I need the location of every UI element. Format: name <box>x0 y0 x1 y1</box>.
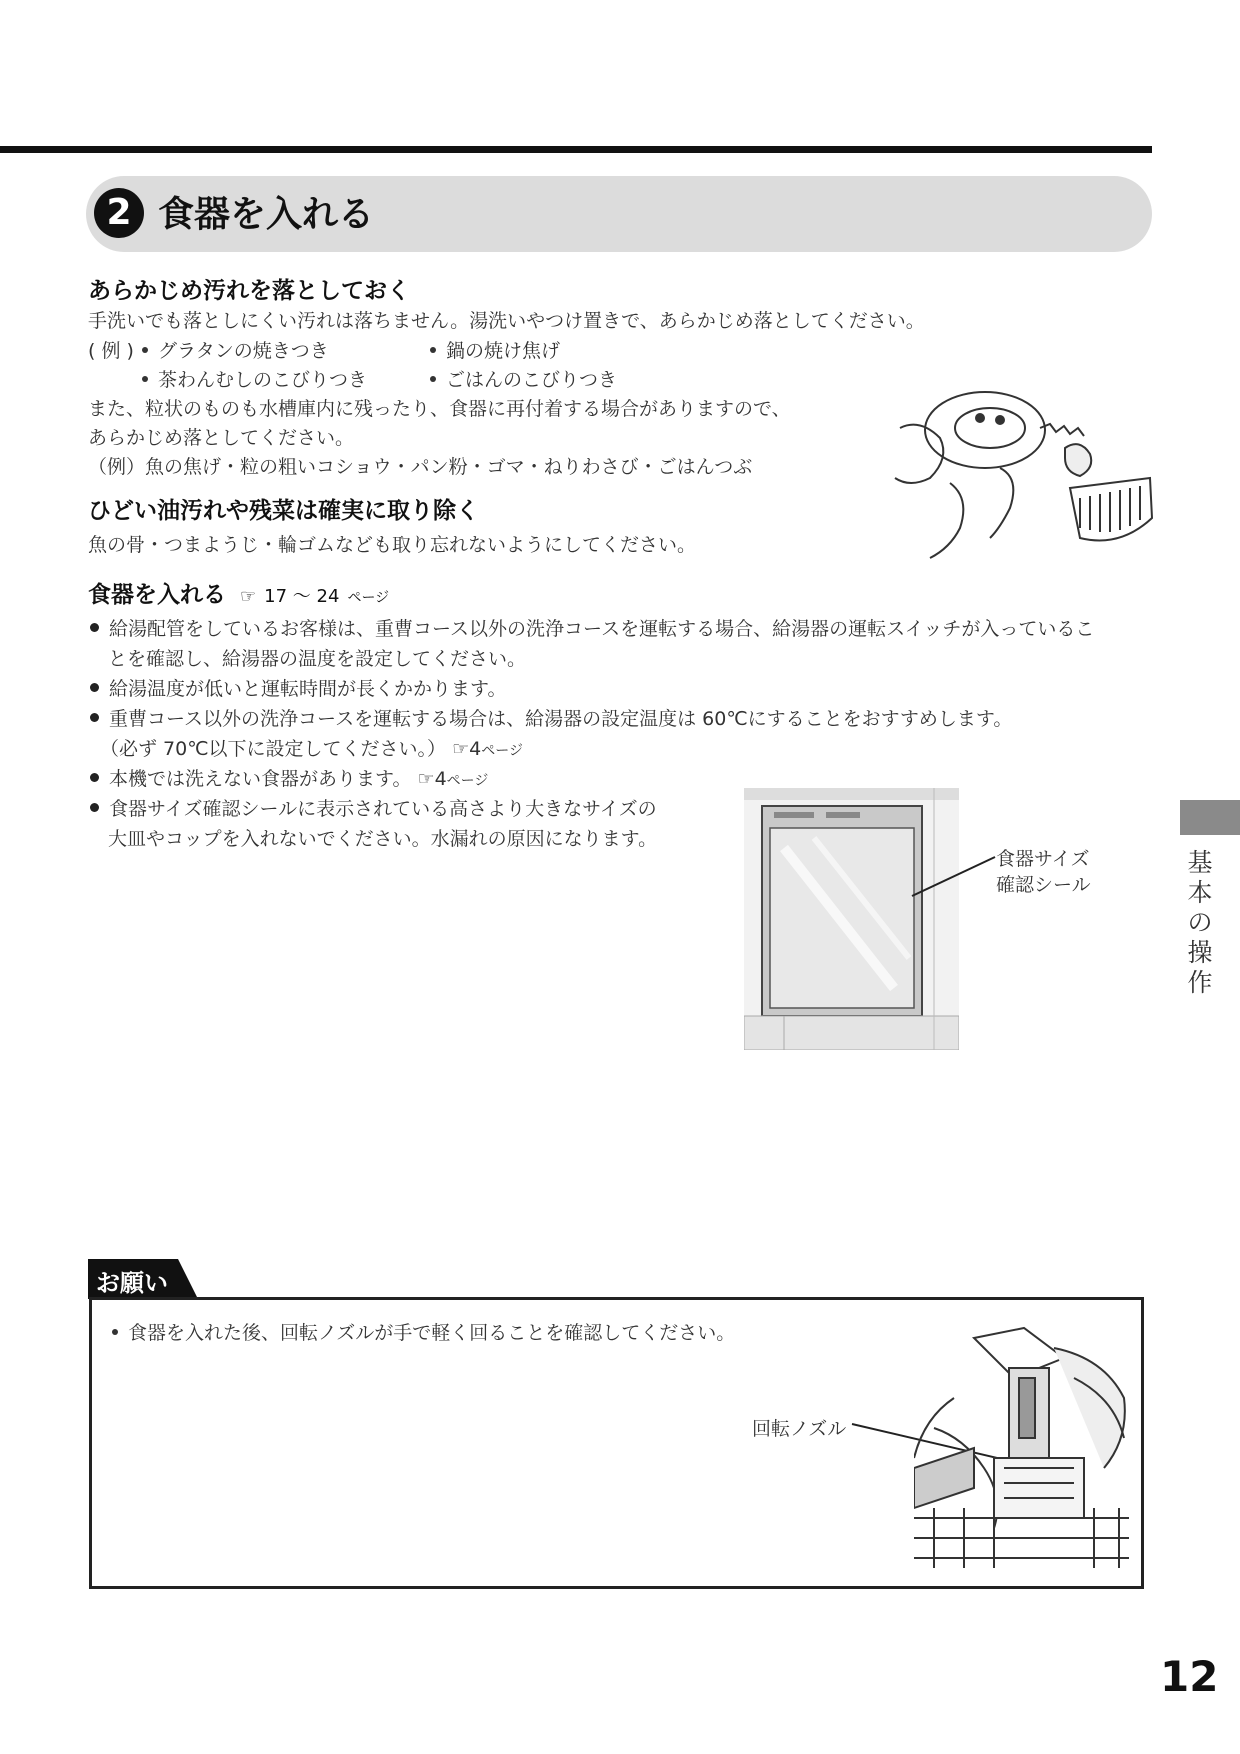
load-ref: 17 ～ 24 <box>264 586 340 607</box>
reference-hand-icon: ☞ <box>452 738 470 760</box>
request-text: 食器を入れた後、回転ノズルが手で軽く回ることを確認してください。 <box>112 1318 735 1345</box>
example-item: ごはんのこびりつき <box>430 365 617 392</box>
sticker-leader-line <box>900 852 1000 932</box>
pre-clean-heading: あらかじめ汚れを落としておく <box>88 278 410 304</box>
pre-clean-line3: あらかじめ落としてください。 <box>88 427 355 449</box>
load-heading: 食器を入れる ☞ 17 ～ 24 ページ <box>88 582 390 608</box>
section-title: 食器を入れる <box>158 194 375 235</box>
load-bullet-cont: 大皿やコップを入れないでください。水漏れの原因になります。 <box>108 828 658 850</box>
nozzle-illustration <box>914 1318 1129 1575</box>
sticker-label: 食器サイズ 確認シール <box>996 848 1091 896</box>
oil-heading: ひどい油汚れや残菜は確実に取り除く <box>88 498 479 524</box>
side-tab-text: 基本の操作 <box>1187 848 1213 997</box>
nozzle-label: 回転ノズル <box>752 1418 847 1440</box>
pre-clean-line1: 手洗いでも落としにくい汚れは落ちません。湯洗いやつけ置きで、あらかじめ落としてください。 <box>88 310 925 332</box>
example-item: 茶わんむしのこびりつき <box>142 365 367 392</box>
load-bullet: 重曹コース以外の洗浄コースを運転する場合は、給湯器の設定温度は 60℃にすることをおすすめします。 <box>90 704 1012 731</box>
section-number: 2 <box>94 188 144 238</box>
load-bullet: 給湯配管をしているお客様は、重曹コース以外の洗浄コースを運転する場合、給湯器の運転スイッチが入っているこ <box>90 614 1094 641</box>
example-label: ( 例 ) <box>88 340 134 362</box>
pre-clean-line4: （例）魚の焦げ・粒の粗いコショウ・パン粉・ゴマ・ねりわさび・ごはんつぶ <box>88 456 753 478</box>
side-tab-marker <box>1180 800 1240 835</box>
pre-clean-line2: また、粒状のものも水槽庫内に残ったり、食器に再付着する場合がありますので、 <box>88 398 791 420</box>
reference-hand-icon: ☞ <box>240 586 257 607</box>
reference-hand-icon: ☞ <box>417 768 435 790</box>
example-item: 鍋の焼け焦げ <box>430 336 560 363</box>
page-number: 12 <box>1160 1652 1219 1701</box>
load-bullet: 本機では洗えない食器があります。 ☞4ページ <box>90 764 488 791</box>
load-bullet: 食器サイズ確認シールに表示されている高さより大きなサイズの <box>90 794 657 821</box>
load-bullet-cont: とを確認し、給湯器の温度を設定してください。 <box>108 648 527 670</box>
load-bullet: 給湯温度が低いと運転時間が長くかかります。 <box>90 674 506 701</box>
load-ref-unit: ページ <box>347 590 390 606</box>
scraping-plate-illustration <box>890 388 1155 560</box>
oil-line: 魚の骨・つまようじ・輪ゴムなども取り忘れないようにしてください。 <box>88 534 697 556</box>
example-item: グラタンの焼きつき <box>142 336 329 363</box>
load-bullet-cont: （必ず 70℃以下に設定してください。） ☞4ページ <box>100 738 523 760</box>
top-rule <box>0 146 1152 153</box>
request-tab-label: お願い <box>96 1269 168 1297</box>
